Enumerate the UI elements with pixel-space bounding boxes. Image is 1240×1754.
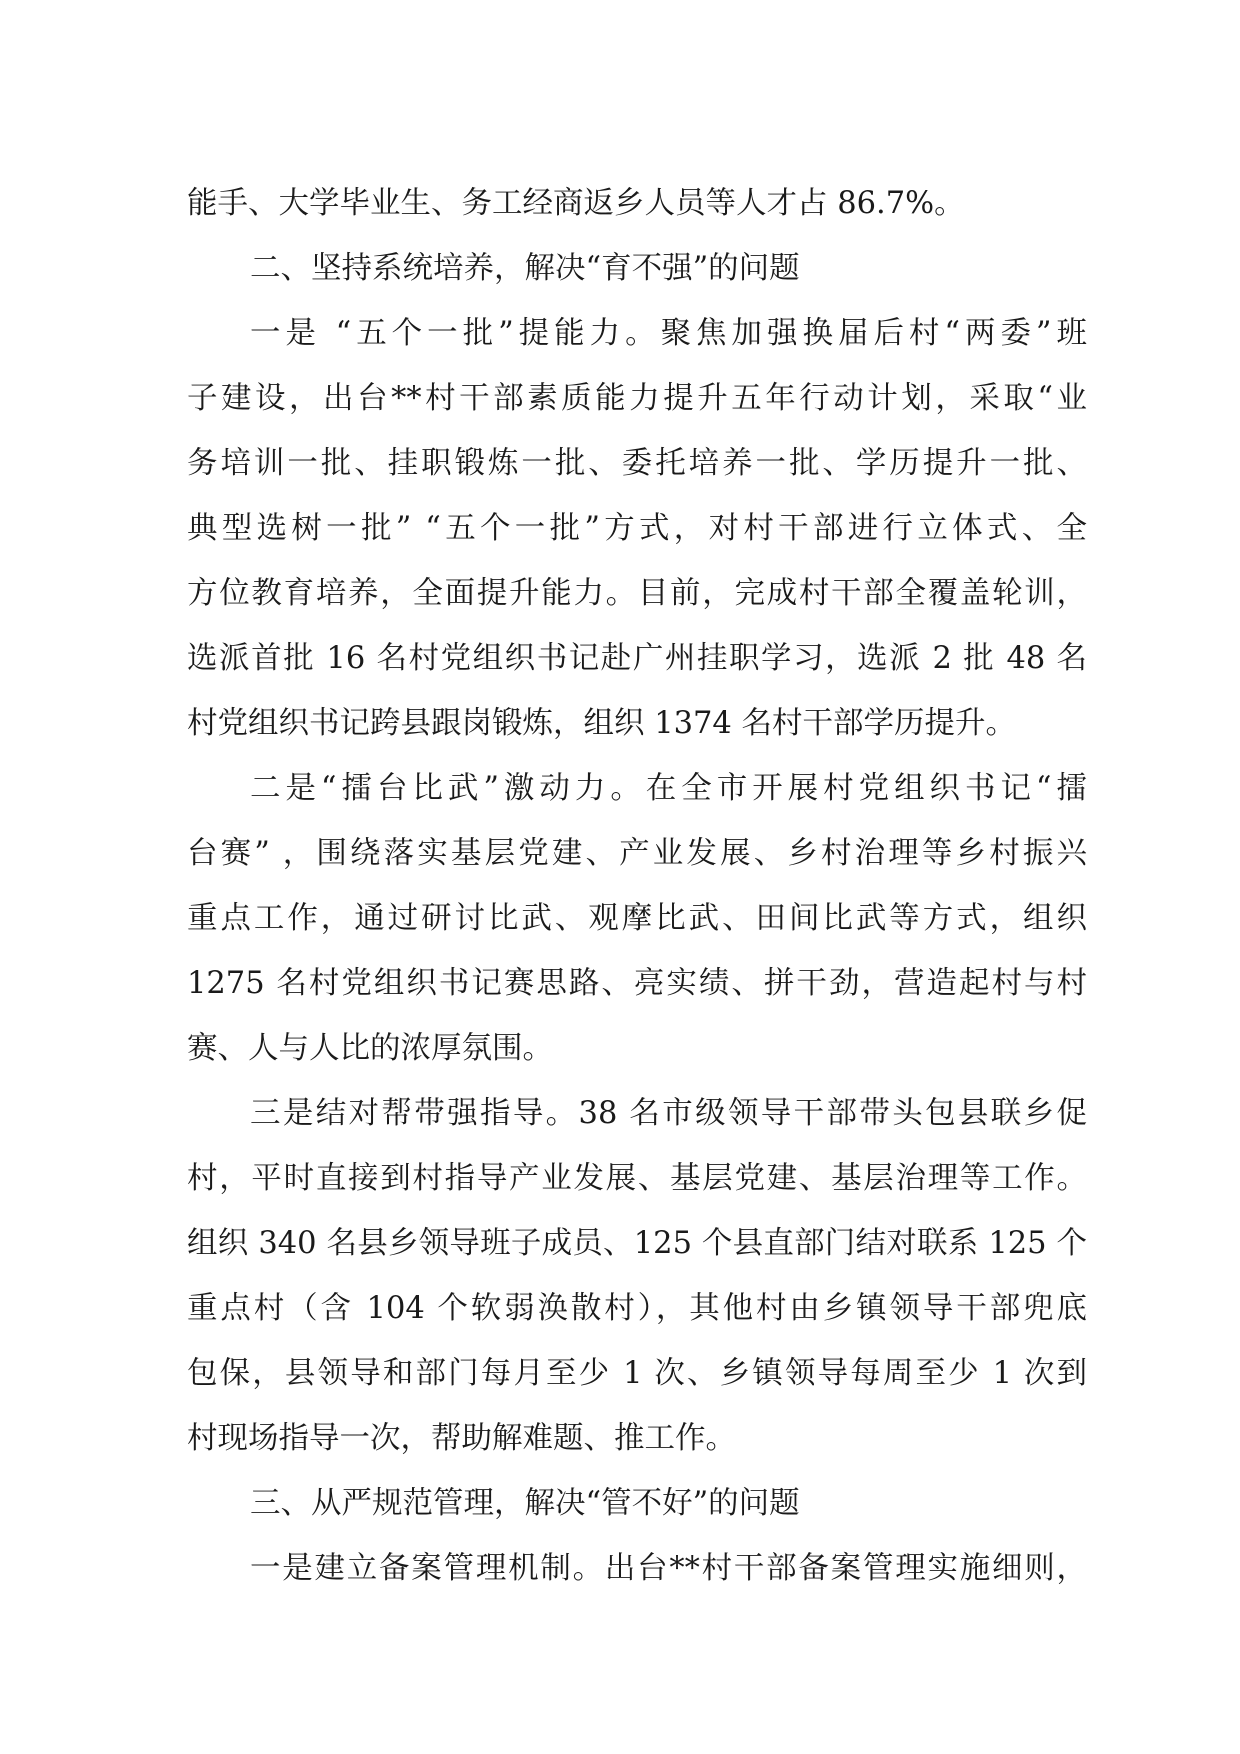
paragraph-line: 1275 名村党组织书记赛思路、亮实绩、拼干劲，营造起村与村: [187, 966, 1087, 1001]
paragraph-line: 能手、大学毕业生、务工经商返乡人员等人才占 86.7%。: [187, 186, 965, 221]
paragraph-line: 一是 “五个一批”提能力。聚焦加强换届后村“两委”班: [250, 316, 1087, 351]
paragraph-line: 村现场指导一次，帮助解难题、推工作。: [187, 1421, 736, 1456]
section-heading: 二、坚持系统培养，解决“育不强”的问题: [250, 251, 800, 286]
paragraph-line: 村，平时直接到村指导产业发展、基层党建、基层治理等工作。: [187, 1161, 1087, 1196]
paragraph-line: 重点村（含 104 个软弱涣散村），其他村由乡镇领导干部兜底: [187, 1291, 1087, 1326]
paragraph-line: 典型选树一批” “五个一批”方式，对村干部进行立体式、全: [187, 511, 1087, 546]
paragraph-line: 包保，县领导和部门每月至少 1 次、乡镇领导每周至少 1 次到: [187, 1356, 1087, 1391]
paragraph-line: 二是“擂台比武”激动力。在全市开展村党组织书记“擂: [250, 771, 1087, 806]
paragraph-line: 务培训一批、挂职锻炼一批、委托培养一批、学历提升一批、: [187, 446, 1087, 481]
paragraph-line: 三是结对帮带强指导。38 名市级领导干部带头包县联乡促: [250, 1096, 1087, 1131]
section-heading: 三、从严规范管理，解决“管不好”的问题: [250, 1486, 800, 1521]
paragraph-line: 组织 340 名县乡领导班子成员、125 个县直部门结对联系 125 个: [187, 1226, 1087, 1261]
paragraph-line: 选派首批 16 名村党组织书记赴广州挂职学习，选派 2 批 48 名: [187, 641, 1087, 676]
paragraph-line: 台赛” ，围绕落实基层党建、产业发展、乡村治理等乡村振兴: [187, 836, 1087, 871]
paragraph-line: 村党组织书记跨县跟岗锻炼，组织 1374 名村干部学历提升。: [187, 706, 1017, 741]
paragraph-line: 重点工作，通过研讨比武、观摩比武、田间比武等方式，组织: [187, 901, 1087, 936]
paragraph-line: 一是建立备案管理机制。出台**村干部备案管理实施细则，: [250, 1551, 1087, 1586]
paragraph-line: 方位教育培养，全面提升能力。目前，完成村干部全覆盖轮训，: [187, 576, 1087, 611]
body-text: [187, 171, 1087, 1601]
paragraph-line: 赛、人与人比的浓厚氛围。: [187, 1031, 553, 1066]
paragraph-line: 子建设，出台**村干部素质能力提升五年行动计划，采取“业: [187, 381, 1087, 416]
